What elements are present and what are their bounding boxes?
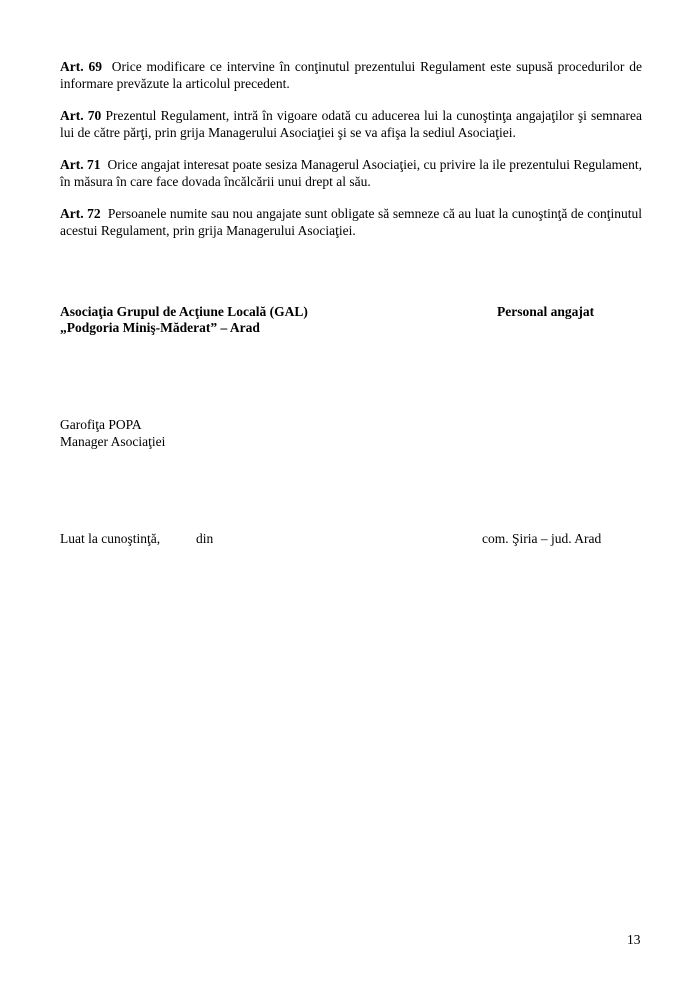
article-text: Prezentul Regulament, intră în vigoare odată cu aducerea lui la cunoştinţa angajaţilor şi semnarea lui de către părţi, prin grija Managerului Asociaţiei şi se va afişa la sediul Asociaţiei. (60, 108, 642, 140)
page-number: 13 (627, 932, 641, 947)
article-72 (60, 205, 642, 239)
employee-signature-label: Personal angajat (497, 304, 595, 319)
article-70 (60, 107, 642, 141)
manager-name: Garofiţa POPA (60, 417, 142, 432)
organization-name: Asociaţia Grupul de Acţiune Locală (GAL) (60, 304, 308, 319)
article-text: Persoanele numite sau nou angajate sunt obligate să semneze că au luat la cunoştinţă de conţinutul acestui Regulament, prin grija Managerului Asociaţiei. (60, 206, 642, 238)
manager-role: Manager Asociaţiei (60, 434, 166, 449)
article-number: Art. 71 (60, 157, 101, 172)
organization-subtitle: „Podgoria Miniş-Măderat” – Arad (60, 320, 260, 335)
article-number: Art. 69 (60, 59, 102, 74)
article-number: Art. 72 (60, 206, 101, 221)
acknowledgement-label: Luat la cunoştinţă, (60, 531, 161, 546)
article-text: Orice modificare ce intervine în conţinutul prezentului Regulament este supusă procedurilor de informare prevăzute la articolul precedent. (60, 59, 643, 91)
article-text: Orice angajat interesat poate sesiza Managerul Asociaţiei, cu privire la ile prezentului Regulament, în măsura în care face dovada încălcării unui drept al său. (60, 157, 642, 189)
location-label: com. Şiria – jud. Arad (482, 531, 602, 546)
article-71 (60, 156, 642, 190)
article-69 (60, 58, 642, 92)
acknowledgement-from: din (196, 531, 214, 546)
article-number: Art. 70 (60, 108, 102, 123)
